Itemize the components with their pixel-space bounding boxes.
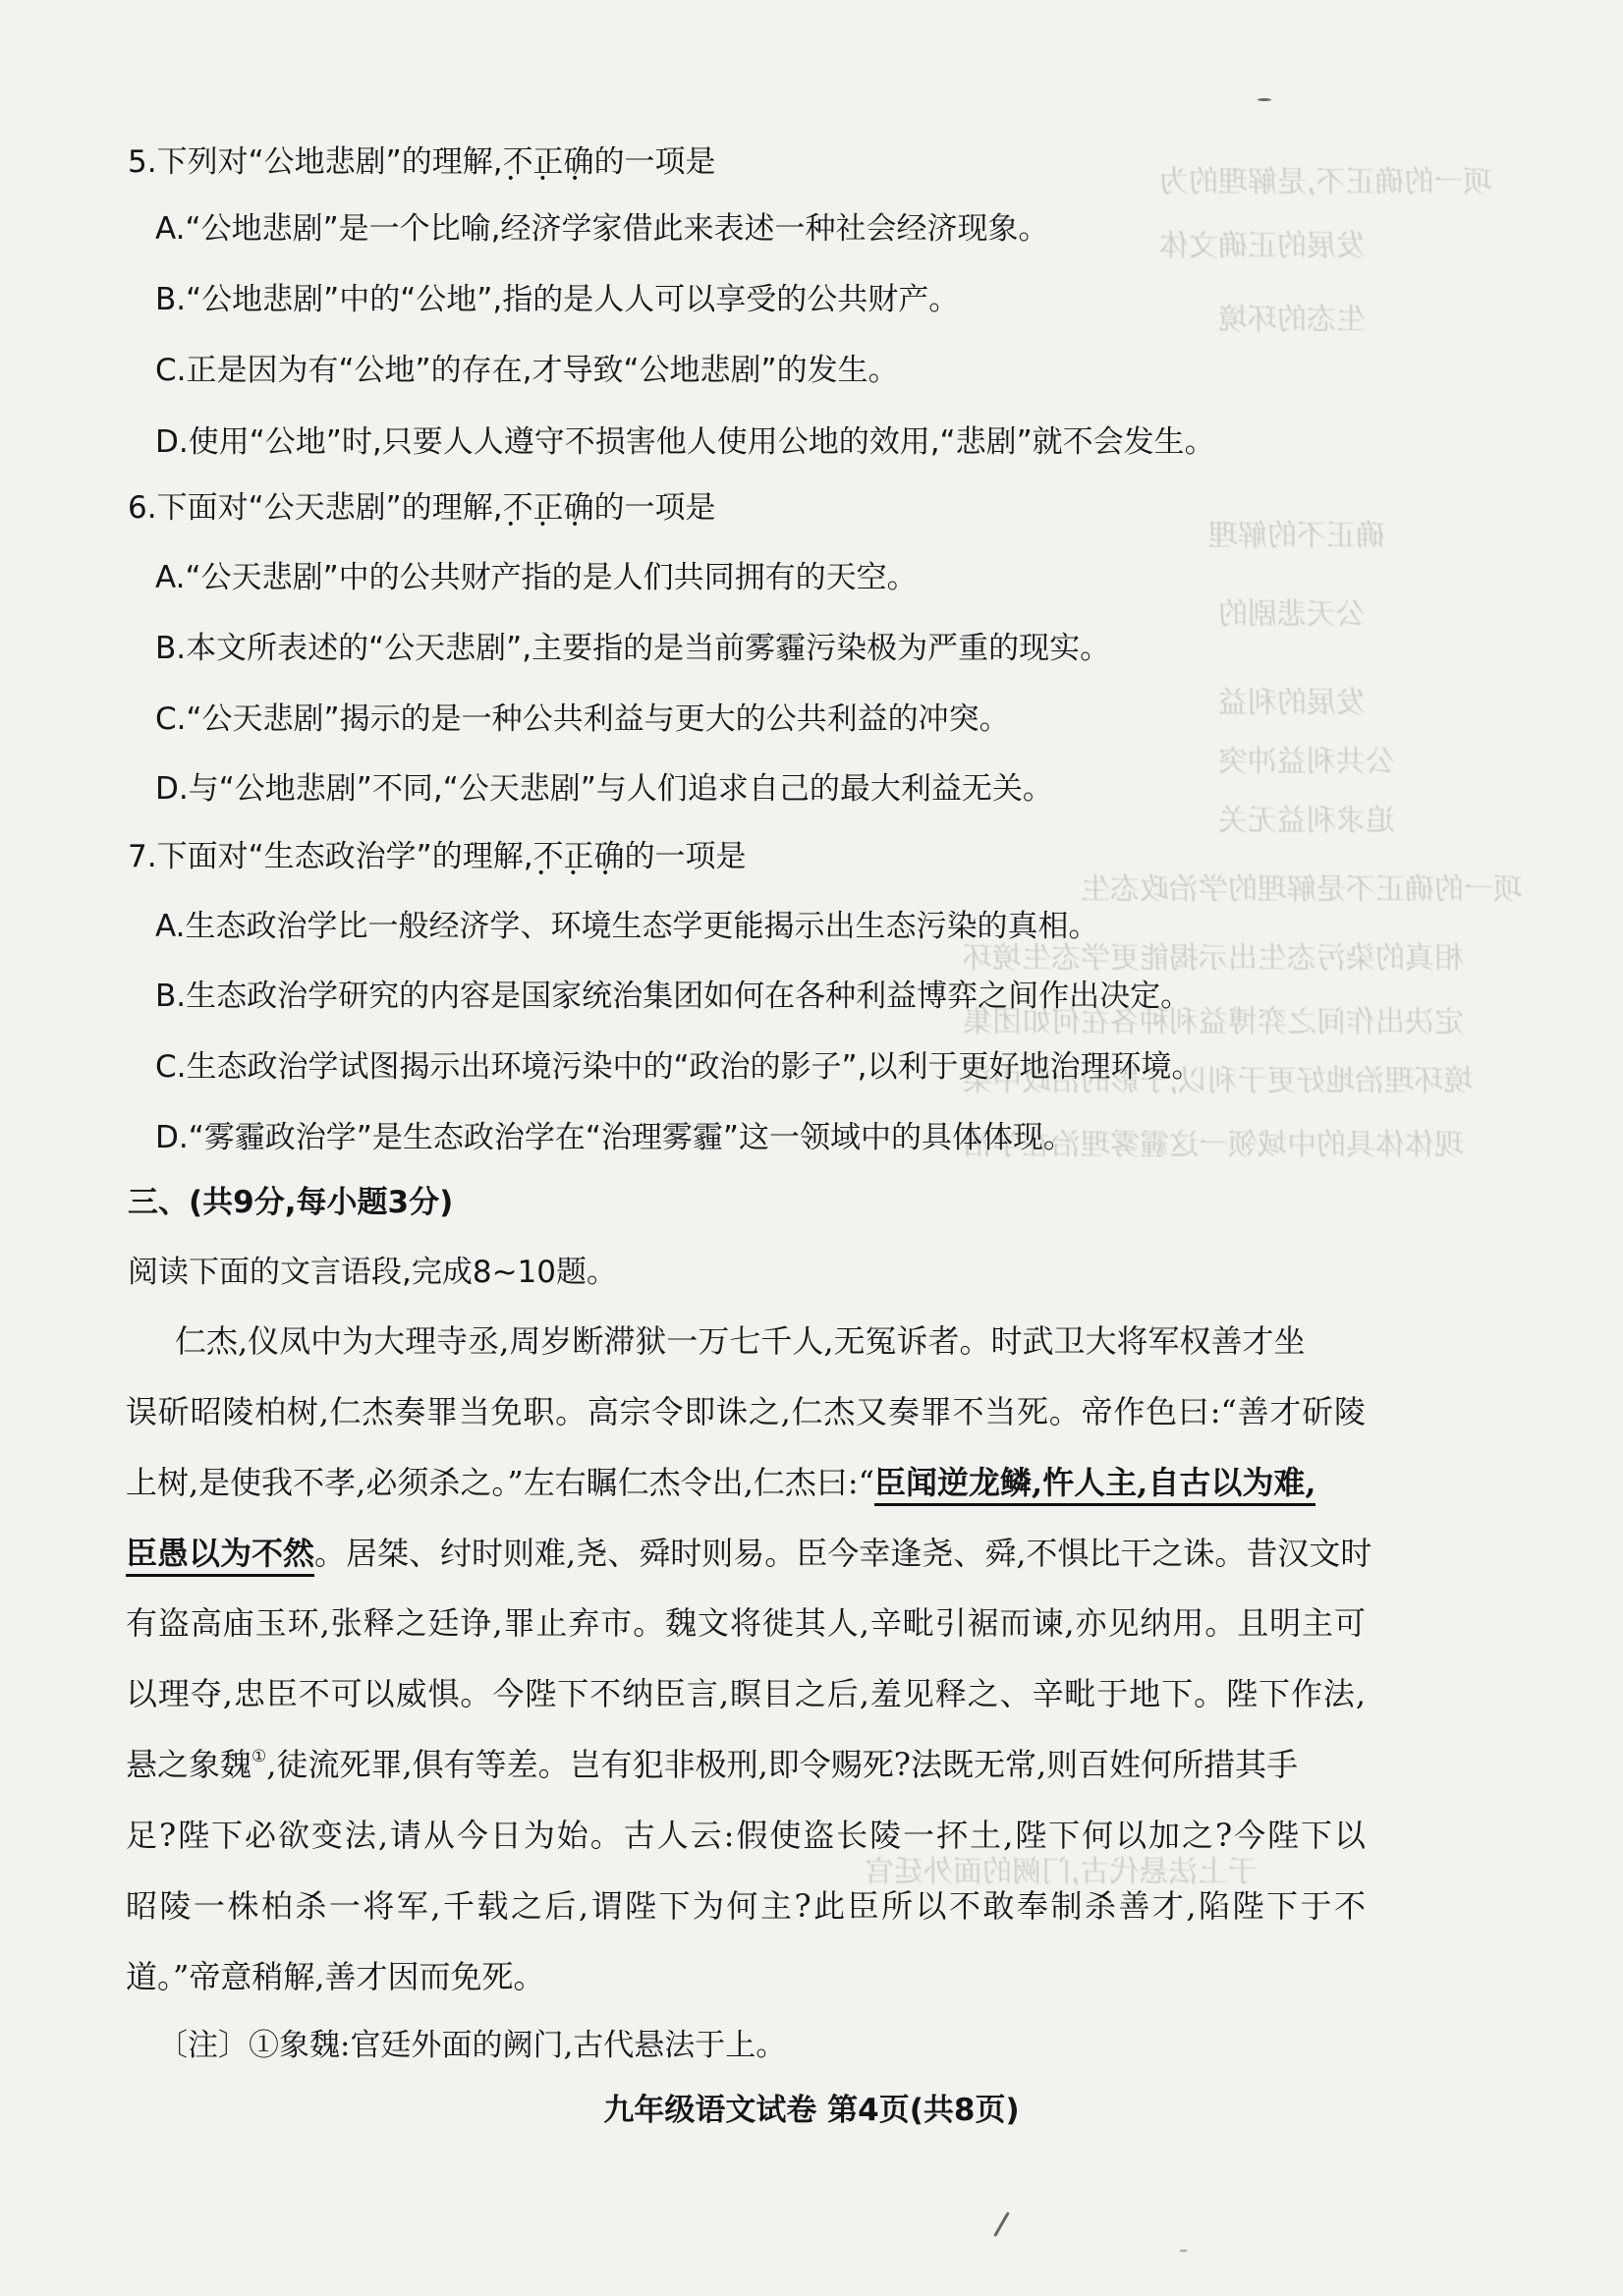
question-6-option-c: C.“公天悲剧”揭示的是一种公共利益与更大的公共利益的冲突。 <box>155 701 1010 737</box>
bleed-through-text: 公天悲剧的 <box>1218 597 1366 632</box>
scan-speck <box>993 2212 1010 2237</box>
bleed-through-text: 项一的确正不是解理的学治政态生 <box>1081 872 1523 907</box>
footnote-marker: ① <box>252 1747 267 1766</box>
emphasis-dots: 不正确 • • • <box>503 488 594 528</box>
bleed-through-text: 公共利益冲突 <box>1218 745 1395 779</box>
bleed-through-text: 发展的正确文体 <box>1159 229 1366 263</box>
bleed-through-text: 定决出作间之弈博益利种各在何如团集 <box>963 1005 1464 1039</box>
passage-line-10: 道。”帝意稍解,善才因而免死。 <box>126 1958 545 1995</box>
bleed-through-text: 确正不的解理 <box>1208 519 1385 553</box>
bleed-through-text: 项一的确正不,是解理的为 <box>1159 165 1493 199</box>
question-7-option-d: D.“雾霾政治学”是生态政治学在“治理雾霾”这一领域中的具体体现。 <box>155 1120 1074 1155</box>
question-5-option-d: D.使用“公地”时,只要人人遵守不损害他人使用公地的效用,“悲剧”就不会发生。 <box>155 424 1215 460</box>
bleed-through-text: 发展的利益 <box>1218 686 1366 720</box>
question-6-option-b: B.本文所表述的“公天悲剧”,主要指的是当前雾霾污染极为严重的现实。 <box>155 631 1111 666</box>
passage-line-5: 有盗高庙玉环,张释之廷诤,罪止弃市。魏文将徙其人,辛毗引裾而谏,亦见纳用。且明主可 <box>126 1604 1366 1642</box>
scan-speck <box>1258 98 1271 101</box>
passage-line-3: 上树,是使我不孝,必须杀之。”左右瞩仁杰令出,仁杰曰:“臣闻逆龙鳞,忤人主,自古以为难, <box>126 1463 1366 1502</box>
passage-line-4: 臣愚以为不然。居桀、纣时则难,尧、舜时则易。臣今幸逢尧、舜,不惧比干之诛。昔汉文时 <box>126 1534 1366 1573</box>
passage-line-7: 悬之象魏①,徒流死罪,俱有等差。岂有犯非极刑,即令赐死?法既无常,则百姓何所措其手 <box>126 1746 1299 1783</box>
bleed-through-text: 境环理治地好更于利以,子影的治政中染 <box>963 1064 1474 1098</box>
question-5-option-c: C.正是因为有“公地”的存在,才导致“公地悲剧”的发生。 <box>155 353 899 388</box>
bleed-through-text: 追求利益无关 <box>1218 804 1395 838</box>
emphasis-dots: 不正确 • • • <box>533 837 625 876</box>
question-7-option-b: B.生态政治学研究的内容是国家统治集团如何在各种利益博弈之间作出决定。 <box>155 979 1192 1014</box>
question-7-option-c: C.生态政治学试图揭示出环境污染中的“政治的影子”,以利于更好地治理环境。 <box>155 1049 1203 1085</box>
passage-line-9: 昭陵一株柏杀一将军,千载之后,谓陛下为何主?此臣所以不敢奉制杀善才,陷陛下于不 <box>126 1887 1366 1925</box>
page-footer: 九年级语文试卷 第4页(共8页) <box>603 2093 1020 2128</box>
section-3-heading: 三、(共9分,每小题3分) <box>128 1185 454 1220</box>
footnote: 〔注〕①象魏:官廷外面的阙门,古代悬法于上。 <box>157 2028 787 2063</box>
bleed-through-text: 现体体具的中域领一这霾雾理治在学治 <box>963 1128 1464 1162</box>
question-7-option-a: A.生态政治学比一般经济学、环境生态学更能揭示出生态污染的真相。 <box>155 909 1099 944</box>
question-5-option-b: B.“公地悲剧”中的“公地”,指的是人人可以享受的公共财产。 <box>155 282 960 317</box>
bleed-through-text: 于上法悬代古,门阙的面外廷官 <box>865 1855 1258 1889</box>
question-5-option-a: A.“公地悲剧”是一个比喻,经济学家借此来表述一种社会经济现象。 <box>155 211 1049 247</box>
emphasis-dots: 不正确 • • • <box>503 142 594 182</box>
question-6-option-a: A.“公天悲剧”中的公共财产指的是人们共同拥有的天空。 <box>155 560 918 595</box>
question-6-option-d: D.与“公地悲剧”不同,“公天悲剧”与人们追求自己的最大利益无关。 <box>155 771 1053 807</box>
section-3-instruction: 阅读下面的文言语段,完成8~10题。 <box>128 1255 617 1290</box>
passage-line-1: 仁杰,仪凤中为大理寺丞,周岁断滞狱一万七千人,无冤诉者。时武卫大将军权善才坐 <box>175 1322 1306 1360</box>
edge-mark: - <box>1179 2235 1189 2265</box>
passage-line-6: 以理夺,忠臣不可以威惧。今陛下不纳臣言,瞑目之后,羞见释之、辛毗于地下。陛下作法, <box>126 1675 1366 1712</box>
passage-line-2: 误斫昭陵柏树,仁杰奏罪当免职。高宗令即诛之,仁杰又奏罪不当死。帝作色曰:“善才斫陵 <box>126 1393 1366 1430</box>
question-5-title: 5.下列对“公地悲剧”的理解,不正确 • • •的一项是 <box>128 142 716 182</box>
question-6-title: 6.下面对“公天悲剧”的理解,不正确 • • •的一项是 <box>128 488 716 528</box>
bleed-through-text: 生态的环境 <box>1218 303 1366 337</box>
underlined-sentence: 臣愚以为不然 <box>126 1535 314 1577</box>
passage-line-8: 足?陛下必欲变法,请从今日为始。古人云:假使盗长陵一抔土,陛下何以加之?今陛下以 <box>126 1817 1366 1854</box>
bleed-through-text: 相真的染污态生出示揭能更学态生境环 <box>963 941 1464 976</box>
question-7-title: 7.下面对“生态政治学”的理解,不正确 • • •的一项是 <box>128 837 747 876</box>
underlined-sentence: 臣闻逆龙鳞,忤人主,自古以为难, <box>874 1464 1315 1506</box>
